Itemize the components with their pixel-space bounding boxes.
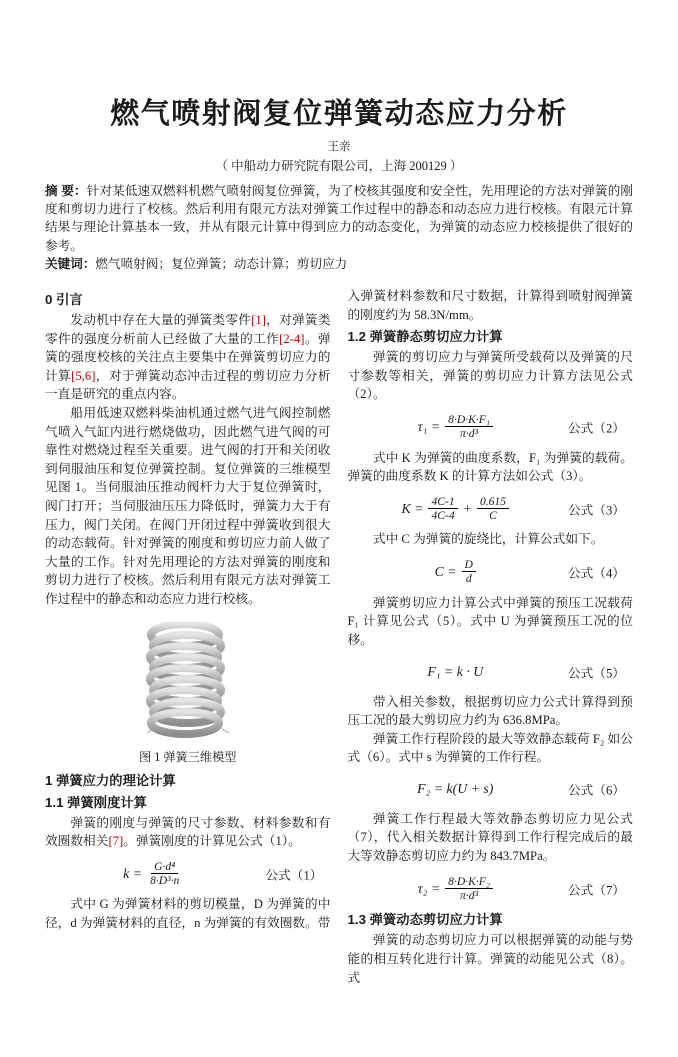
figure-caption: 图 1 弹簧三维模型: [139, 749, 237, 764]
formula-4-lhs: C =: [434, 563, 457, 579]
keywords-label: 关键词：: [45, 256, 96, 271]
formula-3-lhs: K =: [401, 500, 424, 516]
formula-4-label: 公式（4）: [567, 566, 625, 581]
max-shear-result-paragraph: 带入相关参数，根据剪切应力公式计算得到预压工况的最大剪切应力约为 636.8MPa。: [347, 694, 633, 728]
citation-ref: [5,6]: [71, 368, 96, 383]
paper-page: [0, 97, 678, 1057]
formula-1-label: 公式（1）: [265, 868, 323, 883]
section-1-3-heading: 1.3 弹簧动态剪切应力计算: [347, 912, 503, 928]
formula-1-expression: [123, 860, 182, 888]
formula-3-label: 公式（3）: [567, 503, 625, 518]
stiffness-params-paragraph: 式中 G 为弹簧材料的剪切模量，D 为弹簧的中径，d 为弹簧材料的直径，n 为弹簧的有效圈数。带: [45, 897, 331, 930]
static-shear-paragraph: 弹簧的剪切应力与弹簧所受载荷以及弹簧的尺寸参数等相关，弹簧的剪切应力计算方法见公式（2）。: [347, 350, 633, 402]
formula-4-expression: [435, 558, 476, 586]
formula-4: [348, 558, 634, 586]
formula-3-expression: [401, 495, 509, 523]
section-1-1-heading: 1.1 弹簧刚度计算: [45, 794, 147, 810]
formula-7: [348, 875, 634, 903]
dynamic-shear-paragraph: 弹簧的动态剪切应力可以根据弹簧的动能与势能的相互转化进行计算。弹簧的动能见公式（8）。式: [347, 933, 633, 985]
citation-ref: [2-4]: [279, 331, 305, 346]
formula-7-expression: [418, 875, 493, 903]
formula-3: [348, 495, 634, 523]
formula-5-expression: F₁ = k · U: [427, 663, 484, 679]
section-0-heading: 0 引言: [45, 292, 83, 308]
formula-6-label: 公式（6）: [567, 783, 625, 798]
formula-1: [45, 860, 331, 888]
abstract-text: 针对某低速双燃料机燃气喷射阀复位弹簧，为了校核其强度和安全性，先用理论的方法对弹簧的刚度和剪切力进行了校核。然后利用有限元方法对弹簧工作过程中的静态和动态应力进行校核。有限元计算结果与理论计算基本一致，并从有限元计算中得到应力的动态变化，为弹簧的动态应力校核提供了很好的参考。: [45, 184, 634, 253]
formula-1-fraction: $\frac{\text{G·d⁴}}{\text{8·D³·n}}$: [150, 859, 180, 888]
working-load-paragraph: 弹簧工作行程阶段的最大等效静态载荷 F₂ 如公式（6）。式中 s 为弹簧的工作行程。: [347, 731, 633, 765]
formula-2-label: 公式（2）: [567, 421, 625, 436]
left-column: [45, 287, 331, 987]
formula-1-lhs: k =: [123, 865, 143, 881]
stiffness-paragraph: 弹簧的刚度与弹簧的尺寸参数、材料参数和有效圈数相关[7]。弹簧刚度的计算见公式（1）。: [45, 815, 331, 849]
formula-3-operator: +: [462, 500, 472, 516]
spring-figure: [45, 622, 331, 765]
working-shear-paragraph: 弹簧工作行程最大等效静态剪切应力见公式（7），代入相关数据计算得到工作行程完成后的最大等效静态剪切应力约为 843.7MPa。: [347, 811, 633, 864]
affiliation: （ 中船动力研究院有限公司，上海 200129 ）: [215, 159, 463, 173]
formula-2: [348, 413, 634, 441]
formula-5: [348, 659, 634, 685]
formula-3-fraction-2: $\frac{0.615}{C}$: [477, 495, 509, 523]
stiffness-result-paragraph: 入弹簧材料参数和尺寸数据，计算得到喷射阀弹簧的刚度约为 58.3N/mm。: [347, 289, 633, 322]
keywords-text: 燃气喷射阀；复位弹簧；动态计算；剪切应力: [95, 256, 348, 271]
formula-2-expression: [418, 413, 493, 441]
intro-paragraph-1: 发动机中存在大量的弹簧类零件[1]，对弹簧类零件的强度分析前人已经做了大量的工作[2-4]。弹簧的强度校核的关注点主要集中在弹簧剪切应力的计算[5,6]，对于弹簧动态冲击过程的剪切应力分析一直是研究的重点内容。: [45, 313, 331, 402]
formula-7-lhs: τ₂ =: [417, 880, 441, 896]
formula-2-fraction: $\frac{\text{8·D·K·F₁}}{\text{π·d³}}$: [445, 413, 493, 441]
formula-7-fraction: $\frac{\text{8·D·K·F₂}}{\text{π·d³}}$: [445, 875, 493, 903]
formula-5-label: 公式（5）: [567, 666, 625, 681]
section-1-heading: 1 弹簧应力的理论计算: [45, 772, 176, 788]
keywords: [45, 255, 633, 273]
paper-title: 燃气喷射阀复位弹簧动态应力分析: [110, 98, 568, 130]
formula-2-lhs: τ₁ =: [417, 418, 441, 434]
abstract: [45, 182, 633, 255]
abstract-label: 摘 要：: [45, 184, 87, 198]
formula-7-label: 公式（7）: [567, 883, 625, 897]
formula-3-fraction-1: $\frac{4C-1}{4C-4}$: [428, 495, 457, 523]
author-name: 王亲: [327, 141, 351, 153]
two-column-body: [45, 287, 633, 987]
section-1-2-heading: 1.2 弹簧静态剪切应力计算: [347, 329, 503, 345]
formula-4-fraction: $\frac{D}{d}$: [462, 558, 476, 586]
spring-index-paragraph: 式中 C 为弹簧的旋绕比，计算公式如下。: [372, 532, 604, 547]
formula-6-expression: F₂ = k(U + s): [417, 780, 494, 796]
citation-ref: [7]: [108, 834, 124, 849]
right-column: [348, 287, 634, 987]
spring-3d-image: [141, 622, 235, 740]
intro-paragraph-2: 船用低速双燃料柴油机通过燃气进气阀控制燃气喷入气缸内进行燃烧做功，因此燃气进气阀的可靠性对燃烧过程至关重要。进气阀的打开和关闭收到伺服油压和复位弹簧控制。复位弹簧的三维模型见图 1。当伺服油压推动阀杆力大于复位弹簧时，阀门打开；当伺服油压压力降低时，弹簧力大于有压力，阀门关闭。在阀门开闭过程中弹簧收到很大的动态载荷。针对弹簧的刚度和剪切应力前人做了大量的工作。针对先用理论的方法对弹簧的刚度和剪切力进行了校核。然后利用有限元方法对弹簧工作过程中的静态和动态应力进行校核。: [45, 405, 331, 606]
citation-ref: [1]: [251, 313, 266, 328]
formula-6: [348, 776, 634, 802]
curvature-paragraph: 式中 K 为弹簧的曲度系数，F₁ 为弹簧的载荷。弹簧的曲度系数 K 的计算方法如公式（3）。: [347, 450, 633, 484]
preload-paragraph: 弹簧剪切应力计算公式中弹簧的预压工况载荷 F₁ 计算见公式（5）。式中 U 为弹簧预压工况的位移。: [347, 595, 633, 647]
